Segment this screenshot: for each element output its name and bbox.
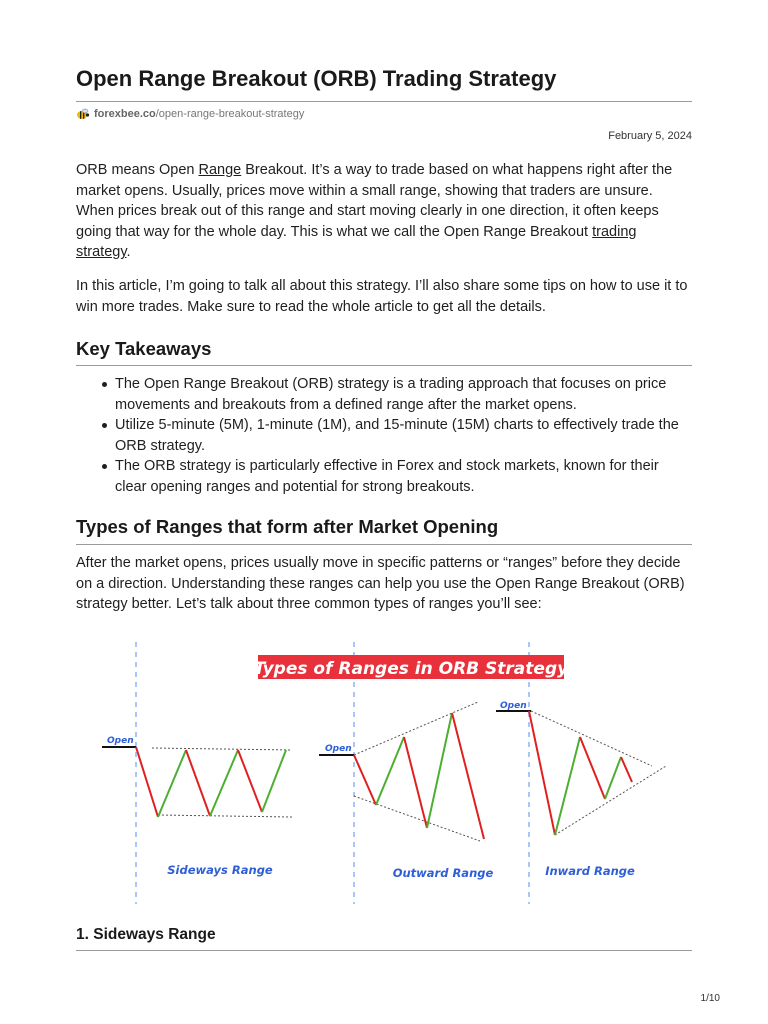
- price-up-leg: [210, 750, 238, 816]
- key-takeaways-list: [76, 374, 692, 498]
- types-section-divider: [76, 544, 692, 545]
- price-down-leg: [136, 747, 158, 817]
- types-section-heading: Types of Ranges that form after Market Opening: [76, 516, 499, 537]
- orb-ranges-figure: [100, 636, 680, 908]
- types-section-paragraph: After the market opens, prices usually move in specific patterns or “ranges” before they decide on a direction. Understanding these ranges can help you use the Open Range Breakout (ORB) strategy better. Let’s talk about three common types of ranges you’ll see:: [76, 555, 685, 613]
- inward-range-label: Inward Range: [545, 864, 635, 878]
- page-title: Open Range Breakout (ORB) Trading Strategy: [76, 66, 557, 91]
- source-domain: forexbee.co: [94, 108, 156, 120]
- key-takeaways-heading: Key Takeaways: [76, 338, 212, 359]
- open-label: Open: [325, 744, 352, 754]
- source-path: /open-range-breakout-strategy: [155, 108, 305, 120]
- price-down-leg: [404, 737, 427, 828]
- range-boundary: [354, 702, 478, 755]
- subsection-heading: 1. Sideways Range: [76, 926, 216, 943]
- subsection-divider: [76, 950, 692, 951]
- page-number: 1/10: [700, 993, 720, 1004]
- intro-paragraph-2: In this article, I’m going to talk all about this strategy. I’ll also share some tips on how to use it to win more trades. Make sure to read the whole article to get all the details.: [76, 278, 688, 315]
- range-boundary: [158, 815, 292, 817]
- price-up-leg: [427, 713, 452, 828]
- publish-date: February 5, 2024: [608, 130, 692, 142]
- key-takeaways-divider: [76, 365, 692, 366]
- price-up-leg: [158, 750, 186, 817]
- price-up-leg: [376, 737, 404, 805]
- bee-logo-icon: [76, 108, 90, 120]
- range-boundary: [354, 796, 480, 841]
- range-boundary: [152, 748, 292, 750]
- figure-title: Types of Ranges in ORB Strategy: [253, 659, 569, 679]
- outward-range-label: Outward Range: [392, 866, 494, 880]
- source-url[interactable]: [76, 108, 304, 120]
- price-up-leg: [605, 757, 621, 799]
- intro-paragraph-1: ORB means Open Range Breakout. It’s a way to trade based on what happens right after the market opens. Usually, prices move within a small range, showing that traders are unsure. When prices break out of this range and start moving clearly in one direction, it often keeps going that way for the whole day. This is what we call the Open Range Breakout trading strategy.: [76, 162, 673, 261]
- price-down-leg: [580, 737, 605, 799]
- price-up-leg: [262, 750, 286, 812]
- price-down-leg: [186, 750, 210, 816]
- open-label: Open: [500, 701, 527, 711]
- list-item: The ORB strategy is particularly effective in Forex and stock markets, known for their clear opening ranges and potential for strong breakouts.: [115, 456, 692, 497]
- trading-strategy-link[interactable]: trading strategy: [76, 223, 637, 261]
- price-down-leg: [452, 713, 484, 839]
- price-down-leg: [238, 750, 262, 812]
- range-boundary: [555, 766, 666, 835]
- list-item: The Open Range Breakout (ORB) strategy is a trading approach that focuses on price movements and breakouts from a defined range after the market opens.: [115, 374, 692, 415]
- price-down-leg: [529, 711, 555, 835]
- price-down-leg: [354, 755, 376, 805]
- price-down-leg: [621, 757, 632, 782]
- price-up-leg: [555, 737, 580, 835]
- range-boundary: [531, 711, 652, 766]
- list-item: Utilize 5-minute (5M), 1-minute (1M), and 15-minute (15M) charts to effectively trade the ORB strategy.: [115, 415, 692, 456]
- open-label: Open: [107, 736, 134, 746]
- sideways-range-label: Sideways Range: [167, 863, 273, 877]
- range-link[interactable]: Range: [198, 162, 242, 178]
- title-divider: [76, 101, 692, 102]
